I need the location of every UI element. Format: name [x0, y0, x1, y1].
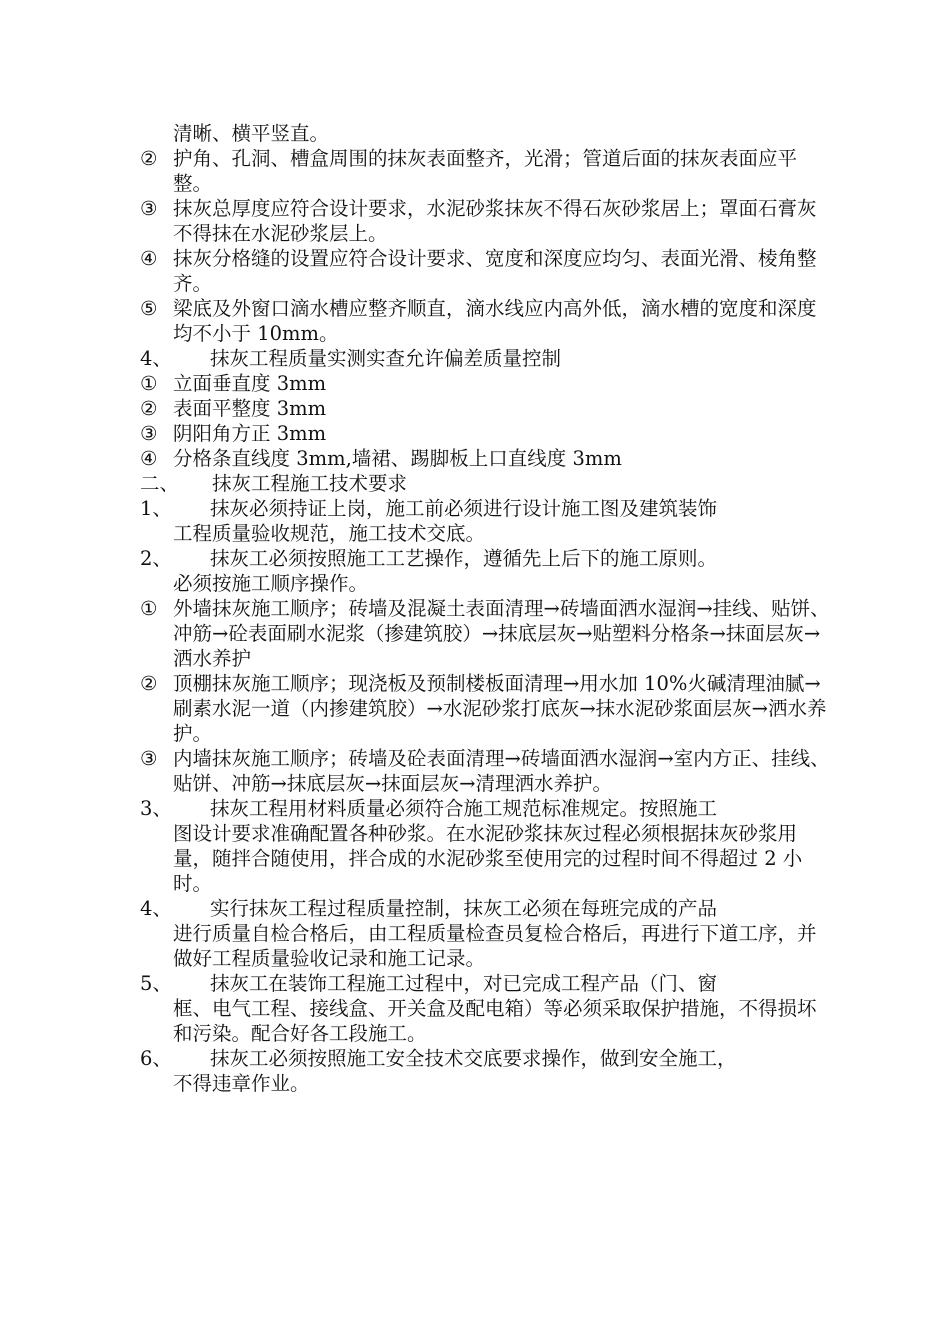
- paragraph-text: 必须按施工顺序操作。: [173, 572, 369, 595]
- paragraph-number: 6、: [140, 1047, 172, 1070]
- list-marker: ②: [140, 397, 158, 420]
- paragraph-continuation: [140, 921, 830, 971]
- paragraph-number: 3、: [140, 797, 172, 820]
- list-marker: ②: [140, 672, 158, 695]
- paragraph-continuation: [140, 521, 830, 546]
- paragraph-continuation: [140, 571, 830, 596]
- section-number: 4、: [140, 347, 172, 370]
- list-item: [140, 196, 830, 246]
- list-marker: ③: [140, 747, 158, 770]
- section-heading: [140, 346, 830, 371]
- paragraph-first-line: 抹灰必须持证上岗，施工前必须进行设计施工图及建筑装饰: [210, 497, 718, 520]
- numbered-paragraph: [140, 896, 830, 921]
- paragraph-number: 4、: [140, 897, 172, 920]
- list-item: [140, 671, 830, 746]
- list-item-text: 护角、孔洞、槽盒周围的抹灰表面整齐，光滑；管道后面的抹灰表面应平整。: [173, 147, 798, 195]
- paragraph-text: 工程质量验收规范，施工技术交底。: [173, 522, 486, 545]
- paragraph-first-line: 实行抹灰工程过程质量控制，抹灰工必须在每班完成的产品: [210, 897, 718, 920]
- list-item: [140, 371, 830, 396]
- list-marker: ③: [140, 422, 158, 445]
- list-item-text: 梁底及外窗口滴水槽应整齐顺直，滴水线应内高外低，滴水槽的宽度和深度均不小于 10mm。: [173, 297, 817, 345]
- paragraph-text: 图设计要求准确配置各种砂浆。在水泥砂浆抹灰过程必须根据抹灰砂浆用量，随拌合随使用，拌合成的水泥砂浆至使用完的过程时间不得超过 2 小时。: [173, 822, 803, 895]
- chapter-number: 二、: [140, 472, 180, 495]
- paragraph-first-line: 抹灰工在装饰工程施工过程中，对已完成工程产品（门、窗: [210, 972, 718, 995]
- list-item: [140, 396, 830, 421]
- list-item: [140, 421, 830, 446]
- chapter-heading-text: 抹灰工程施工技术要求: [212, 472, 408, 495]
- list-marker: ①: [140, 597, 158, 620]
- list-item-text: 顶棚抹灰施工顺序；现浇板及预制楼板面清理→用水加 10%火碱清理油腻→刷素水泥一道（内掺建筑胶）→水泥砂浆打底灰→抹水泥砂浆面层灰→洒水养护。: [173, 672, 827, 745]
- list-item: [140, 596, 830, 671]
- list-item-text: 内墙抹灰施工顺序；砖墙及砼表面清理→砖墙面洒水湿润→室内方正、挂线、贴饼、冲筋→抹底层灰→抹面层灰→清理洒水养护。: [173, 747, 830, 795]
- paragraph-text: 框、电气工程、接线盒、开关盒及配电箱）等必须采取保护措施，不得损坏和污染。配合好各工段施工。: [173, 997, 817, 1045]
- paragraph-continuation: [140, 996, 830, 1046]
- list-item: [140, 446, 830, 471]
- numbered-paragraph: [140, 971, 830, 996]
- numbered-paragraph: [140, 796, 830, 821]
- paragraph-first-line: 抹灰工必须按照施工安全技术交底要求操作，做到安全施工，: [210, 1047, 737, 1070]
- document-body: [140, 121, 830, 1096]
- paragraph-text: 进行质量自检合格后，由工程质量检查员复检合格后，再进行下道工序，并做好工程质量验收记录和施工记录。: [173, 922, 817, 970]
- paragraph-continuation: [140, 821, 830, 896]
- numbered-paragraph: [140, 496, 830, 521]
- list-marker: ③: [140, 197, 158, 220]
- list-marker: ⑤: [140, 297, 158, 320]
- numbered-paragraph: [140, 1046, 830, 1071]
- paragraph-number: 5、: [140, 972, 172, 995]
- paragraph-text: 不得违章作业。: [173, 1072, 310, 1095]
- list-marker: ①: [140, 372, 158, 395]
- list-item-text: 立面垂直度 3mm: [173, 372, 327, 395]
- paragraph-number: 1、: [140, 497, 172, 520]
- list-marker: ②: [140, 147, 158, 170]
- list-marker: ④: [140, 247, 158, 270]
- list-item: [140, 246, 830, 296]
- list-marker: ④: [140, 447, 158, 470]
- paragraph-continuation: [140, 121, 830, 146]
- list-item: [140, 146, 830, 196]
- numbered-paragraph: [140, 546, 830, 571]
- paragraph-text: 清晰、横平竖直。: [173, 122, 330, 145]
- paragraph-first-line: 抹灰工程用材料质量必须符合施工规范标准规定。按照施工: [210, 797, 718, 820]
- list-item-text: 外墙抹灰施工顺序；砖墙及混凝土表面清理→砖墙面洒水湿润→挂线、贴饼、冲筋→砼表面刷水泥浆（掺建筑胶）→抹底层灰→贴塑料分格条→抹面层灰→洒水养护: [173, 597, 830, 670]
- list-item-text: 阴阳角方正 3mm: [173, 422, 327, 445]
- paragraph-first-line: 抹灰工必须按照施工工艺操作，遵循先上后下的施工原则。: [210, 547, 718, 570]
- list-item-text: 抹灰总厚度应符合设计要求，水泥砂浆抹灰不得石灰砂浆居上；罩面石膏灰不得抹在水泥砂浆层上。: [173, 197, 817, 245]
- section-heading-text: 抹灰工程质量实测实查允许偏差质量控制: [210, 347, 562, 370]
- chapter-heading: [140, 471, 830, 496]
- list-item-text: 分格条直线度 3mm,墙裙、踢脚板上口直线度 3mm: [173, 447, 622, 470]
- list-item: [140, 746, 830, 796]
- paragraph-number: 2、: [140, 547, 172, 570]
- list-item-text: 表面平整度 3mm: [173, 397, 327, 420]
- list-item: [140, 296, 830, 346]
- list-item-text: 抹灰分格缝的设置应符合设计要求、宽度和深度应均匀、表面光滑、棱角整齐。: [173, 247, 817, 295]
- paragraph-continuation: [140, 1071, 830, 1096]
